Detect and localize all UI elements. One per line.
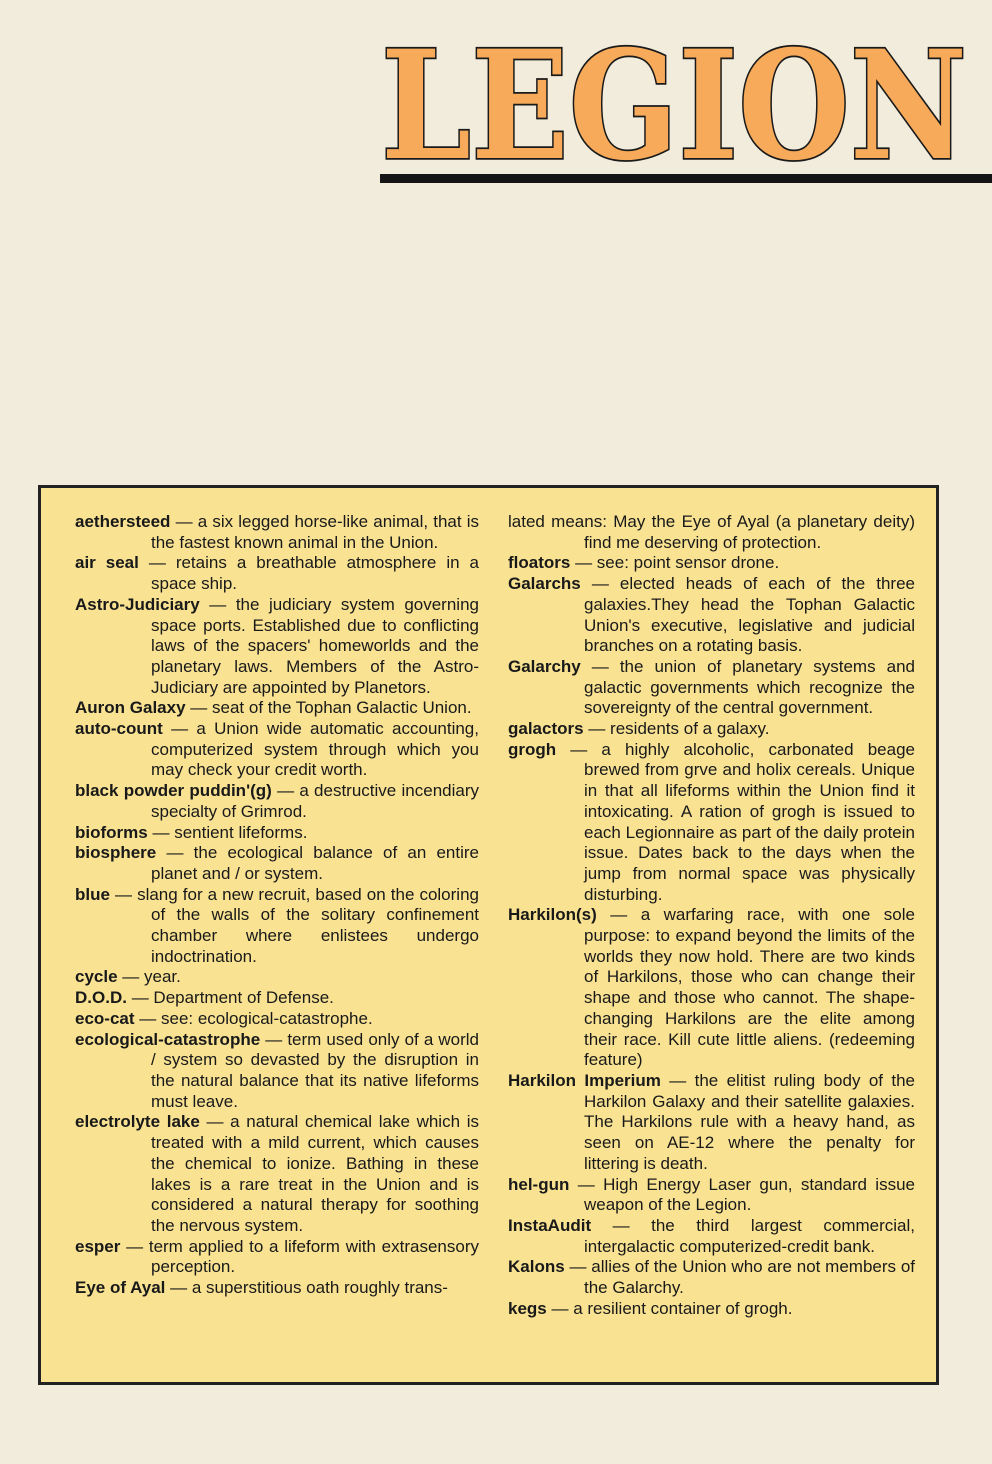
glossary-entry [75,1237,479,1278]
glossary-term: Harkilon Imperium [508,1070,661,1090]
glossary-definition: — the elitist ruling body of the Harkilon Galaxy and their satellite galaxies. The Harkilons rule with a heavy hand, as seen on AE-12 where the penalty for littering is death. [584,1070,915,1173]
glossary-definition: — sentient lifeforms. [152,822,308,842]
glossary-entry [75,1278,479,1299]
glossary-entry [75,1112,479,1236]
glossary-entry [75,967,479,988]
glossary-term: aethersteed [75,512,171,531]
glossary-box [38,485,939,1385]
glossary-definition: — see: point sensor drone. [575,553,780,573]
glossary-term: cycle [75,967,118,987]
glossary-definition: — High Energy Laser gun, standard issue weapon of the Legion. [577,1174,915,1215]
glossary-definition: — the union of planetary systems and galactic governments which recognize the sovereignty of the central government. [584,656,915,718]
glossary-entry [75,553,479,594]
glossary-column-left [75,512,479,1299]
glossary-entry [508,1071,915,1175]
glossary-entry [508,1175,915,1216]
glossary-entry [508,740,915,906]
glossary-term: galactors [508,719,584,739]
glossary-definition: — allies of the Union who are not members of the Galarchy. [569,1257,915,1298]
glossary-definition: — a Union wide automatic accounting, computerized system through which you may check your credit worth. [151,719,479,780]
glossary-definition: — the third largest commercial, intergalactic computerized-credit bank. [584,1215,915,1256]
glossary-term: Harkilon(s) [508,905,597,925]
glossary-definition: — retains a breathable atmosphere in a space ship. [148,553,479,594]
glossary-term: Astro-Judiciary [75,594,200,614]
glossary-definition: — a six legged horse-like animal, that is the fastest known animal in the Union. [151,512,479,552]
glossary-term: esper [75,1236,121,1256]
glossary-term: floators [508,553,571,573]
glossary-entry [75,988,479,1009]
glossary-term: eco-cat [75,1008,135,1028]
glossary-definition: — a natural chemical lake which is treated with a mild current, which causes the chemical to ionize. Bathing in these lakes is a rare treat in the Union and is considered a natural therapy for soothing the nervous system. [151,1112,479,1235]
glossary-definition: — a highly alcoholic, carbonated beage brewed from grve and holix cereals. Unique in that all lifeforms within the Union find it intoxicating. A ration of grogh is issued to each Legionnaire as part of the daily protein issue. Dates back to the days when the jump from normal space was physically disturbing. [570,739,915,904]
glossary-definition: lated means: May the Eye of Ayal (a planetary deity) find me deserving of protection. [508,512,915,552]
glossary-entry [508,1216,915,1257]
glossary-term: biosphere [75,843,157,863]
glossary-entry [75,595,479,699]
glossary-entry [75,823,479,844]
glossary-term: air seal [75,553,139,573]
glossary-term: Galarchs [508,574,581,594]
title-text: LEGION [381,42,967,172]
glossary-definition: — elected heads of each of the three galaxies.They head the Tophan Galactic Union's executive, legislative and judicial branches on a rotating basis. [584,574,915,656]
glossary-definition: — residents of a galaxy. [588,719,770,739]
glossary-definition: — the ecological balance of an entire planet and / or system. [151,843,479,883]
glossary-definition: — see: ecological-catastrophe. [139,1008,373,1028]
glossary-term: black powder puddin'(g) [75,781,272,801]
glossary-definition: — a superstitious oath roughly trans- [170,1278,448,1298]
glossary-term: InstaAudit [508,1215,592,1235]
glossary-entry [508,574,915,657]
glossary-column-right [508,512,915,1319]
glossary-term: kegs [508,1298,547,1318]
glossary-entry [75,719,479,781]
glossary-term: Auron Galaxy [75,698,186,718]
glossary-definition: — term used only of a world / system so devasted by the disruption in the natural balance that its native lifeforms must leave. [151,1029,479,1111]
title-logo [374,42,974,172]
glossary-term: electrolyte lake [75,1112,200,1132]
glossary-entry [508,1257,915,1298]
glossary-entry [75,1009,479,1030]
glossary-definition: — seat of the Tophan Galactic Union. [190,698,472,718]
glossary-entry [75,698,479,719]
glossary-term: bioforms [75,822,148,842]
glossary-definition: — a warfaring race, with one sole purpose: to expand beyond the limits of the worlds they now hold. There are two kinds of Harkilons, those who can change their shape and those who cannot. The shape-changing Harkilons are the elite among their race. Kill cute little aliens. (redeeming feature) [584,905,915,1070]
glossary-term: Eye of Ayal [75,1278,166,1298]
glossary-entry [75,512,479,553]
glossary-definition: — slang for a new recruit, based on the coloring of the walls of the solitary confinement chamber where enlistees undergo indoctrination. [115,884,479,966]
glossary-definition: — year. [122,967,181,987]
glossary-entry-continued [508,512,915,553]
glossary-term: grogh [508,739,557,759]
glossary-term: hel-gun [508,1174,570,1194]
glossary-entry [508,905,915,1071]
glossary-definition: — a destructive incendiary specialty of Grimrod. [151,781,479,821]
glossary-definition: — term applied to a lifeform with extrasensory perception. [126,1236,479,1277]
glossary-term: D.O.D. [75,988,127,1008]
glossary-entry [75,781,479,822]
glossary-entry [508,719,915,740]
glossary-entry [75,843,479,884]
glossary-entry [75,1030,479,1113]
glossary-term: blue [75,884,110,904]
glossary-term: ecological-catastrophe [75,1029,261,1049]
glossary-definition: — the judiciary system governing space ports. Established due to conflicting laws of the spacers' homeworlds and the planetary laws. Members of the Astro-Judiciary are appointed by Planetors. [151,594,479,697]
glossary-entry [508,657,915,719]
glossary-entry [75,885,479,968]
glossary-term: Galarchy [508,656,581,676]
glossary-term: auto-count [75,719,163,739]
title-underline [380,174,992,183]
glossary-definition: — Department of Defense. [131,988,334,1008]
glossary-definition: — a resilient container of grogh. [551,1298,793,1318]
page-title [374,42,974,172]
glossary-term: Kalons [508,1257,565,1277]
glossary-entry [508,1299,915,1320]
glossary-entry [508,553,915,574]
